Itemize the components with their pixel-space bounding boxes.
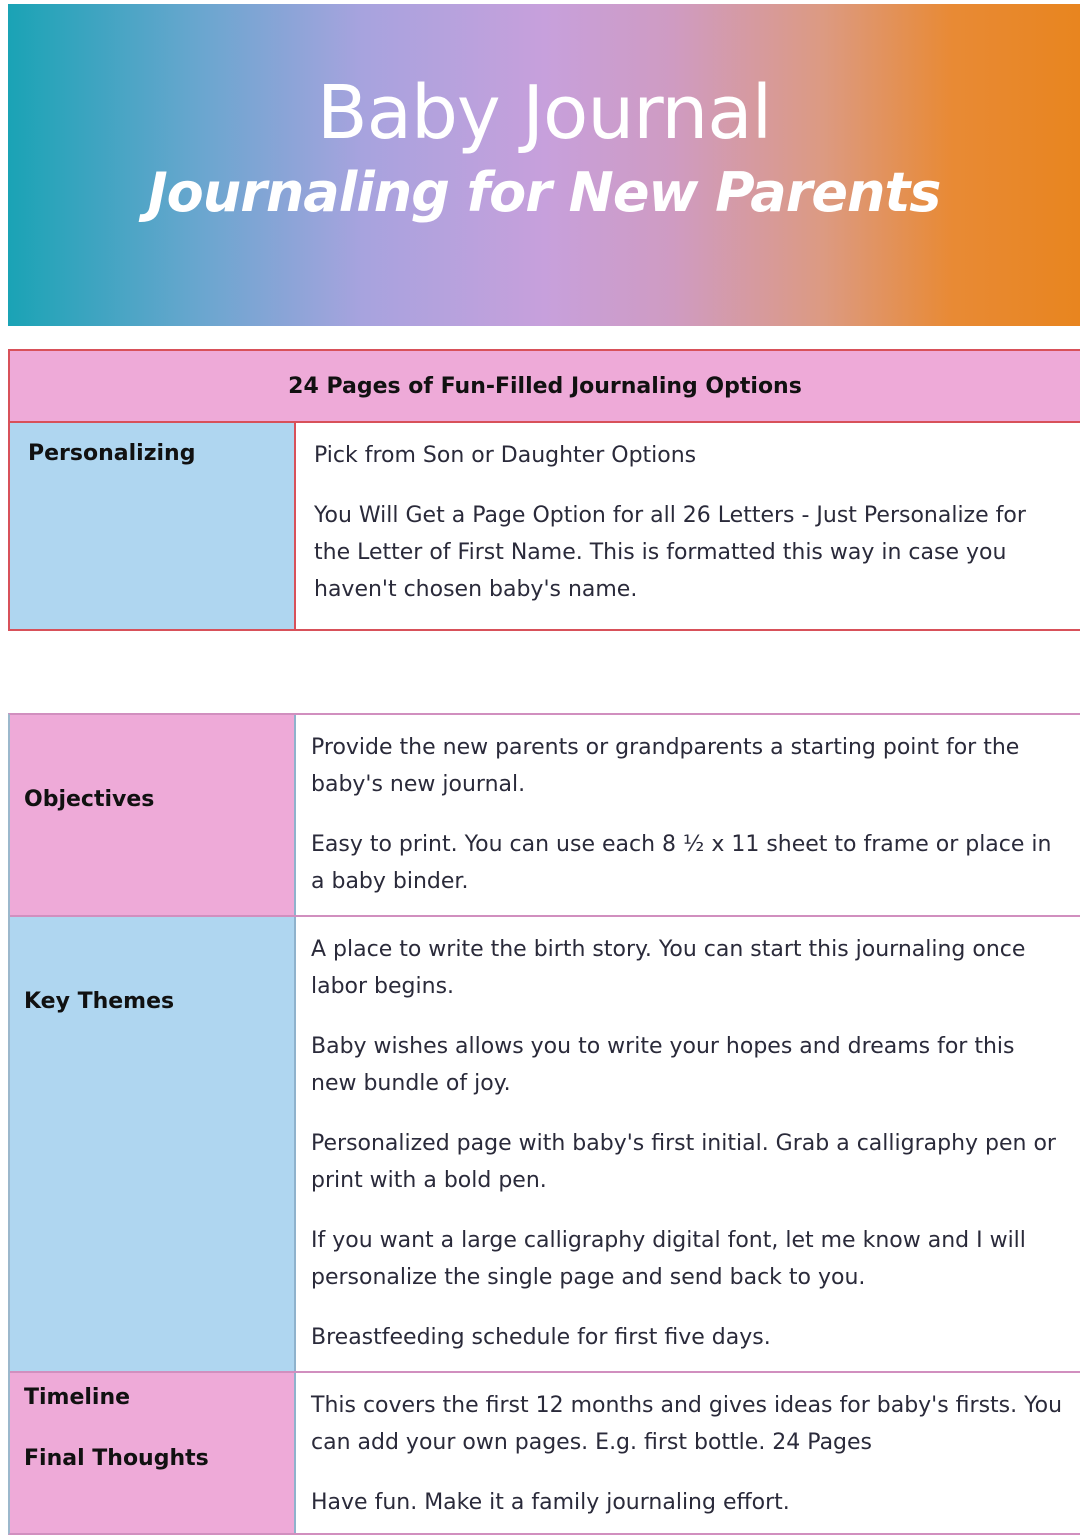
content-paragraph: Pick from Son or Daughter Options xyxy=(314,443,697,468)
content-paragraph: Personalized page with baby's first initial. Grab a calligraphy pen or print with a bold pen. xyxy=(311,1131,1056,1193)
row-content-objectives xyxy=(296,715,1080,915)
content-paragraph: A place to write the birth story. You can start this journaling once labor begins. xyxy=(311,937,1026,999)
row-label-objectives xyxy=(10,715,296,915)
content-paragraph: Breastfeeding schedule for first five days. xyxy=(311,1325,771,1350)
row-label-text: Objectives xyxy=(24,787,155,812)
content-paragraph: If you want a large calligraphy digital font, let me know and I will personalize the single page and send back to you. xyxy=(311,1228,1026,1290)
row-label-personalizing: Personalizing xyxy=(10,423,296,629)
row-label-key-themes xyxy=(10,917,296,1371)
row-content-personalizing xyxy=(296,423,1080,629)
content-paragraph: This covers the first 12 months and gives ideas for baby's firsts. You can add your own pages. E.g. first bottle. 24 Pages xyxy=(311,1393,1063,1455)
page-title: Baby Journal xyxy=(316,70,772,156)
row-label-text: Final Thoughts xyxy=(24,1446,209,1471)
overview-table xyxy=(8,349,1080,631)
row-content-key-themes xyxy=(296,917,1080,1371)
overview-table-header: 24 Pages of Fun-Filled Journaling Options xyxy=(10,351,1080,423)
header-banner xyxy=(8,4,1080,326)
content-paragraph: You Will Get a Page Option for all 26 Letters - Just Personalize for the Letter of First Name. This is formatted this way in case you haven't chosen baby's name. xyxy=(314,503,1026,602)
row-label-text: Timeline xyxy=(24,1385,131,1410)
page-subtitle: Journaling for New Parents xyxy=(147,161,941,224)
content-paragraph: Have fun. Make it a family journaling effort. xyxy=(311,1490,790,1515)
details-table xyxy=(8,713,1080,1535)
row-label-text: Key Themes xyxy=(24,989,175,1014)
table-row-timeline xyxy=(10,1371,1080,1533)
table-row-personalizing xyxy=(10,423,1080,629)
table-row-objectives xyxy=(10,715,1080,915)
row-content-timeline xyxy=(296,1373,1080,1533)
content-paragraph: Easy to print. You can use each 8 ½ x 11 sheet to frame or place in a baby binder. xyxy=(311,832,1052,894)
content-paragraph: Provide the new parents or grandparents a starting point for the baby's new journal. xyxy=(311,735,1020,797)
content-paragraph: Baby wishes allows you to write your hopes and dreams for this new bundle of joy. xyxy=(311,1034,1015,1096)
row-label-timeline xyxy=(10,1373,296,1533)
table-row-key-themes xyxy=(10,915,1080,1371)
